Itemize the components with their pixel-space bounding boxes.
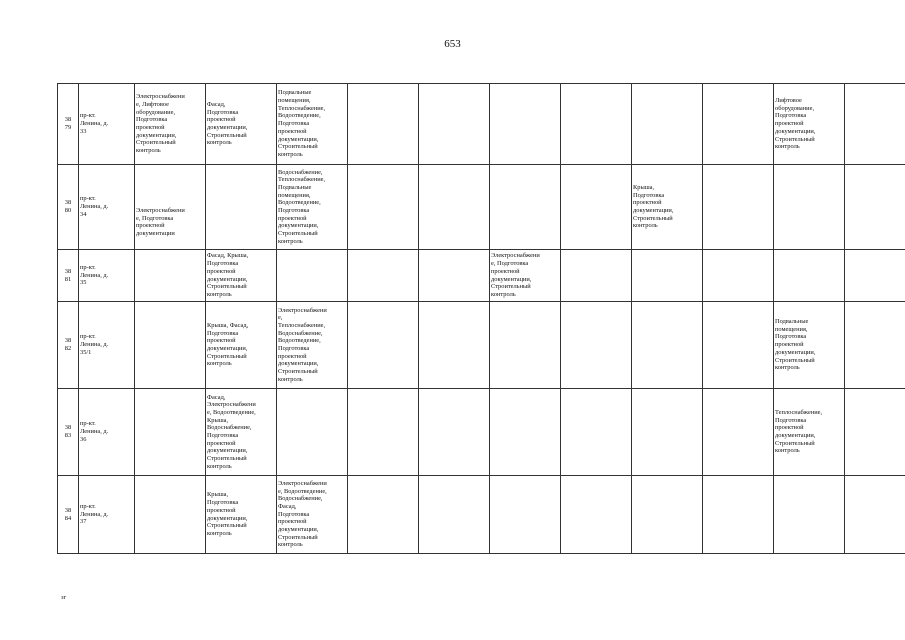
address-cell <box>79 84 135 165</box>
row-number-cell <box>58 389 79 476</box>
work-cell <box>561 250 632 302</box>
work-cell <box>277 250 348 302</box>
row-number-cell <box>58 165 79 250</box>
work-cell <box>561 302 632 389</box>
table-row <box>58 165 905 250</box>
work-cell <box>703 84 774 165</box>
work-cell <box>845 84 905 165</box>
work-text: Электроснабжени е, Подготовка проектной документации <box>136 207 185 238</box>
work-cell <box>774 250 845 302</box>
work-text: Теплоснабжение, Подготовка проектной документации, Строительный контроль <box>775 408 823 455</box>
work-text: Подвальные помещения, Подготовка проектной документации, Строительный контроль <box>775 318 816 372</box>
work-cell <box>277 302 348 389</box>
work-cell <box>277 84 348 165</box>
row-number-bottom: 79 <box>64 124 72 131</box>
work-cell <box>206 165 277 250</box>
work-cell <box>206 389 277 476</box>
work-cell <box>490 389 561 476</box>
footer-code: зг <box>61 594 67 601</box>
work-cell <box>490 165 561 250</box>
row-number-top: 38 <box>64 424 72 432</box>
work-text: Электроснабжени е, Водоотведение, Водоснабжение, Фасад, Подготовка проектной документации, Строительный контроль <box>278 479 327 549</box>
row-number-top: 38 <box>64 267 72 275</box>
table-row <box>58 250 905 302</box>
work-cell <box>490 476 561 554</box>
address-text: пр-кт. Ленина, д. 34 <box>80 195 109 218</box>
row-number-cell <box>58 84 79 165</box>
row-number-top: 38 <box>64 337 72 345</box>
work-cell <box>135 250 206 302</box>
work-text: Крыша, Подготовка проектной документации, Строительный контроль <box>633 183 674 230</box>
work-cell <box>774 84 845 165</box>
work-cell <box>632 389 703 476</box>
table-row <box>58 476 905 554</box>
table-row <box>58 84 905 165</box>
work-cell <box>703 476 774 554</box>
work-cell <box>135 302 206 389</box>
work-cell <box>561 84 632 165</box>
work-text: Фасад, Подготовка проектной документации, Строительный контроль <box>207 100 248 147</box>
address-text: пр-кт. Ленина, д. 33 <box>80 112 109 135</box>
row-number-bottom: 81 <box>64 275 72 283</box>
row-number-bottom: 83 <box>64 432 72 439</box>
row-number-top: 38 <box>64 199 72 207</box>
work-cell <box>703 165 774 250</box>
page-number: 653 <box>444 38 461 50</box>
work-text: Крыша, Подготовка проектной документации, Строительный контроль <box>207 491 248 537</box>
address-text: пр-кт. Ленина, д. 35 <box>80 263 109 287</box>
repair-plan-table <box>57 83 905 554</box>
row-number-bottom: 80 <box>64 207 72 214</box>
work-cell <box>774 389 845 476</box>
work-cell <box>632 165 703 250</box>
row-number-cell <box>58 476 79 554</box>
work-cell <box>419 84 490 165</box>
address-text: пр-кт. Ленина, д. 35/1 <box>80 333 109 356</box>
work-cell <box>277 165 348 250</box>
work-cell <box>348 476 419 554</box>
work-cell <box>135 389 206 476</box>
work-cell <box>419 476 490 554</box>
work-cell <box>845 165 905 250</box>
address-cell <box>79 302 135 389</box>
address-cell <box>79 165 135 250</box>
address-cell <box>79 476 135 554</box>
work-cell <box>135 476 206 554</box>
work-cell <box>561 389 632 476</box>
work-cell <box>632 250 703 302</box>
work-cell <box>490 250 561 302</box>
work-cell <box>632 302 703 389</box>
work-cell <box>206 250 277 302</box>
work-cell <box>632 84 703 165</box>
row-number-top: 38 <box>64 116 72 124</box>
work-text: Электроснабжени е, Теплоснабжение, Водоснабжение, Водоотведение, Подготовка проектной документации, Строительный контроль <box>278 306 327 383</box>
work-cell <box>774 302 845 389</box>
work-text: Водоснабжение, Теплоснабжение, Подвальные помещения, Водоотведение, Подготовка проектной документации, Строительный контроль <box>278 168 326 245</box>
address-cell <box>79 389 135 476</box>
work-cell <box>206 302 277 389</box>
work-text: Лифтовое оборудование, Подготовка проектной документации, Строительный контроль <box>775 97 816 151</box>
row-number-bottom: 82 <box>64 345 72 352</box>
work-cell <box>348 84 419 165</box>
work-cell <box>845 389 905 476</box>
address-cell <box>79 250 135 302</box>
work-cell <box>277 389 348 476</box>
work-cell <box>561 476 632 554</box>
work-cell <box>135 165 206 250</box>
work-cell <box>845 250 905 302</box>
row-number-top: 38 <box>64 506 72 514</box>
row-number-cell <box>58 250 79 302</box>
work-cell <box>348 389 419 476</box>
work-cell <box>561 165 632 250</box>
work-text: Электроснабжени е, Подготовка проектной документации, Строительный контроль <box>491 252 540 298</box>
work-cell <box>632 476 703 554</box>
work-cell <box>348 302 419 389</box>
work-text: Крыша, Фасад, Подготовка проектной документации, Строительный контроль <box>207 321 249 368</box>
table-body <box>58 84 905 554</box>
work-cell <box>419 389 490 476</box>
row-number-cell <box>58 302 79 389</box>
work-cell <box>774 165 845 250</box>
work-cell <box>419 250 490 302</box>
table-row <box>58 389 905 476</box>
work-text: Фасад, Электроснабжени е, Водоотведение, Крыша, Водоснабжение, Подготовка проектной документации, Строительный контроль <box>207 393 256 470</box>
work-cell <box>490 302 561 389</box>
work-text: Подвальные помещения, Теплоснабжение, Водоотведение, Подготовка проектной документации, Строительный контроль <box>278 89 326 158</box>
work-cell <box>845 302 905 389</box>
work-cell <box>206 84 277 165</box>
work-cell <box>348 165 419 250</box>
work-cell <box>774 476 845 554</box>
work-cell <box>419 302 490 389</box>
work-text: Фасад, Крыша, Подготовка проектной документации, Строительный контроль <box>207 252 249 298</box>
work-text: Электроснабжени е, Лифтовое оборудование, Подготовка проектной документации, Строительный контроль <box>136 93 185 155</box>
work-cell <box>490 84 561 165</box>
work-cell <box>348 250 419 302</box>
work-cell <box>845 476 905 554</box>
row-number-bottom: 84 <box>64 514 72 522</box>
work-cell <box>703 250 774 302</box>
work-cell <box>703 302 774 389</box>
work-cell <box>419 165 490 250</box>
work-cell <box>703 389 774 476</box>
work-cell <box>277 476 348 554</box>
address-text: пр-кт. Ленина, д. 37 <box>80 502 109 526</box>
table-row <box>58 302 905 389</box>
work-cell <box>206 476 277 554</box>
address-text: пр-кт. Ленина, д. 36 <box>80 420 109 443</box>
work-cell <box>135 84 206 165</box>
